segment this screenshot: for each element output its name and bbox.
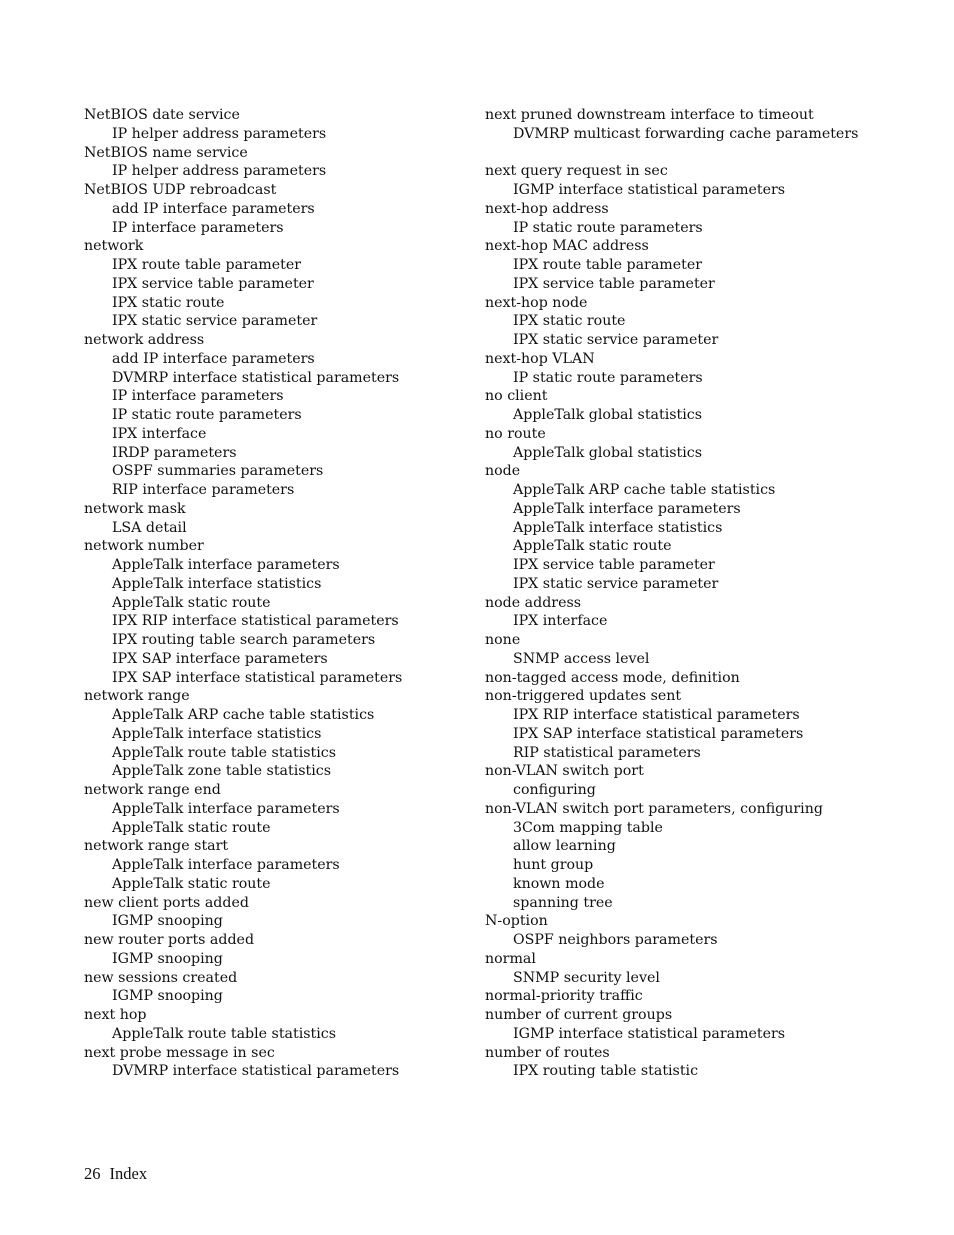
index-term: network range start — [84, 838, 229, 855]
index-term: network range end — [84, 782, 221, 798]
page-number: 26 — [84, 1164, 101, 1183]
index-term: none — [485, 632, 521, 648]
index-subentry: AppleTalk global statistics — [513, 444, 702, 461]
index-term: network address — [84, 332, 205, 348]
index-subentry: add IP interface parameters — [112, 200, 315, 217]
index-subentry: IP static route parameters — [513, 219, 703, 236]
index-term: NetBIOS date service — [84, 107, 240, 123]
index-subentry: spanning tree — [513, 894, 613, 911]
index-subentry: AppleTalk interface parameters — [513, 500, 741, 517]
index-term: normal — [485, 950, 536, 967]
index-subentry: IPX interface — [513, 613, 608, 630]
index-subentry: IPX static service parameter — [112, 313, 318, 330]
index-term: new sessions created — [84, 969, 238, 986]
footer-section-title: Index — [109, 1164, 148, 1183]
index-subentry: hunt group — [513, 857, 594, 873]
index-column-right — [485, 106, 925, 1081]
index-subentry: AppleTalk static route — [112, 594, 271, 611]
index-subentry: IPX static service parameter — [513, 332, 719, 348]
index-term: node — [485, 463, 521, 480]
index-subentry: AppleTalk interface statistics — [112, 575, 322, 592]
index-subentry: AppleTalk ARP cache table statistics — [112, 707, 375, 723]
index-term: network range — [84, 688, 190, 705]
index-subentry: IP interface parameters — [112, 219, 284, 236]
index-term: normal-priority traffic — [485, 988, 643, 1005]
index-subentry: IGMP snooping — [112, 950, 223, 967]
index-term: number of routes — [485, 1044, 610, 1061]
index-subentry: IGMP interface statistical parameters — [513, 1025, 786, 1042]
index-term: next query request in sec — [485, 163, 668, 180]
index-term: next-hop MAC address — [485, 238, 649, 255]
index-term: next hop — [84, 1007, 147, 1023]
index-subentry: AppleTalk interface statistics — [513, 519, 723, 536]
index-term: network — [84, 238, 144, 255]
index-subentry: configuring — [513, 782, 596, 798]
index-term: next pruned downstream interface to timeout — [485, 107, 814, 123]
index-term: no route — [485, 425, 546, 442]
index-subentry: IPX SAP interface statistical parameters — [112, 669, 403, 686]
index-subentry: IP helper address parameters — [112, 125, 327, 142]
page-footer — [84, 1164, 147, 1184]
index-term: next-hop node — [485, 294, 588, 311]
index-subentry: LSA detail — [112, 519, 187, 536]
index-subentry: AppleTalk interface parameters — [112, 800, 340, 817]
entry-spacer — [485, 144, 925, 163]
index-subentry: IPX interface — [112, 425, 207, 442]
index-term: network mask — [84, 500, 186, 517]
index-term: N-option — [485, 913, 548, 930]
index-subentry: AppleTalk interface statistics — [112, 725, 322, 742]
index-subentry: IP interface parameters — [112, 388, 284, 405]
index-term: non-VLAN switch port — [485, 763, 644, 780]
index-subentry: IGMP interface statistical parameters — [513, 182, 786, 198]
index-subentry: IPX service table parameter — [513, 557, 715, 573]
index-term: new client ports added — [84, 894, 249, 911]
index-subentry: OSPF summaries parameters — [112, 463, 324, 480]
index-subentry: IPX service table parameter — [112, 275, 314, 292]
index-term: node address — [485, 594, 582, 611]
index-subentry: IP static route parameters — [112, 407, 302, 423]
index-subentry: known mode — [513, 875, 605, 892]
index-subentry: AppleTalk global statistics — [513, 407, 702, 423]
index-subentry: AppleTalk static route — [112, 819, 271, 836]
index-subentry: AppleTalk ARP cache table statistics — [513, 482, 776, 498]
index-subentry: IPX routing table statistic — [513, 1063, 699, 1080]
index-subentry: SNMP access level — [513, 650, 650, 667]
index-subentry: IPX SAP interface statistical parameters — [513, 725, 804, 742]
index-term: new router ports added — [84, 932, 255, 948]
index-subentry: IPX route table parameter — [112, 257, 302, 273]
index-subentry: IP helper address parameters — [112, 163, 327, 180]
index-subentry: DVMRP interface statistical parameters — [112, 1063, 400, 1080]
index-term: next-hop VLAN — [485, 350, 595, 367]
index-term: non-triggered updates sent — [485, 688, 682, 705]
index-subentry: DVMRP interface statistical parameters — [112, 369, 400, 386]
index-subentry: OSPF neighbors parameters — [513, 932, 718, 948]
index-subentry: allow learning — [513, 838, 616, 855]
index-term: number of current groups — [485, 1007, 673, 1023]
index-term: next-hop address — [485, 200, 609, 217]
index-subentry: IGMP snooping — [112, 913, 223, 930]
index-term: NetBIOS UDP rebroadcast — [84, 182, 277, 198]
index-subentry: AppleTalk interface parameters — [112, 857, 340, 873]
index-subentry: IPX RIP interface statistical parameters — [112, 613, 399, 630]
index-subentry: 3Com mapping table — [513, 819, 663, 836]
index-column-left — [84, 106, 474, 1081]
index-subentry: AppleTalk interface parameters — [112, 557, 340, 573]
index-subentry: AppleTalk static route — [513, 538, 672, 555]
index-term: non-VLAN switch port parameters, configuring — [485, 800, 823, 817]
index-term: NetBIOS name service — [84, 144, 248, 161]
index-subentry: RIP statistical parameters — [513, 744, 701, 761]
index-subentry: IPX static route — [513, 313, 626, 330]
index-subentry: add IP interface parameters — [112, 350, 315, 367]
index-subentry: IPX SAP interface parameters — [112, 650, 328, 667]
index-subentry: IPX service table parameter — [513, 275, 715, 292]
index-term: non-tagged access mode, definition — [485, 669, 740, 686]
index-term: network number — [84, 538, 204, 555]
index-subentry: IP static route parameters — [513, 369, 703, 386]
index-term: no client — [485, 388, 548, 405]
index-subentry: AppleTalk route table statistics — [112, 744, 336, 761]
index-subentry: IGMP snooping — [112, 988, 223, 1005]
index-subentry: AppleTalk static route — [112, 875, 271, 892]
index-subentry: IRDP parameters — [112, 444, 237, 461]
index-subentry: RIP interface parameters — [112, 482, 295, 498]
index-subentry: SNMP security level — [513, 969, 660, 986]
index-subentry: DVMRP multicast forwarding cache parameters — [513, 125, 859, 142]
index-subentry: IPX routing table search parameters — [112, 632, 376, 648]
index-subentry: AppleTalk zone table statistics — [112, 763, 331, 780]
index-subentry: IPX static service parameter — [513, 575, 719, 592]
index-subentry: IPX RIP interface statistical parameters — [513, 707, 800, 723]
index-subentry: IPX route table parameter — [513, 257, 703, 273]
index-term: next probe message in sec — [84, 1044, 275, 1061]
index-subentry: AppleTalk route table statistics — [112, 1025, 336, 1042]
index-subentry: IPX static route — [112, 294, 225, 311]
